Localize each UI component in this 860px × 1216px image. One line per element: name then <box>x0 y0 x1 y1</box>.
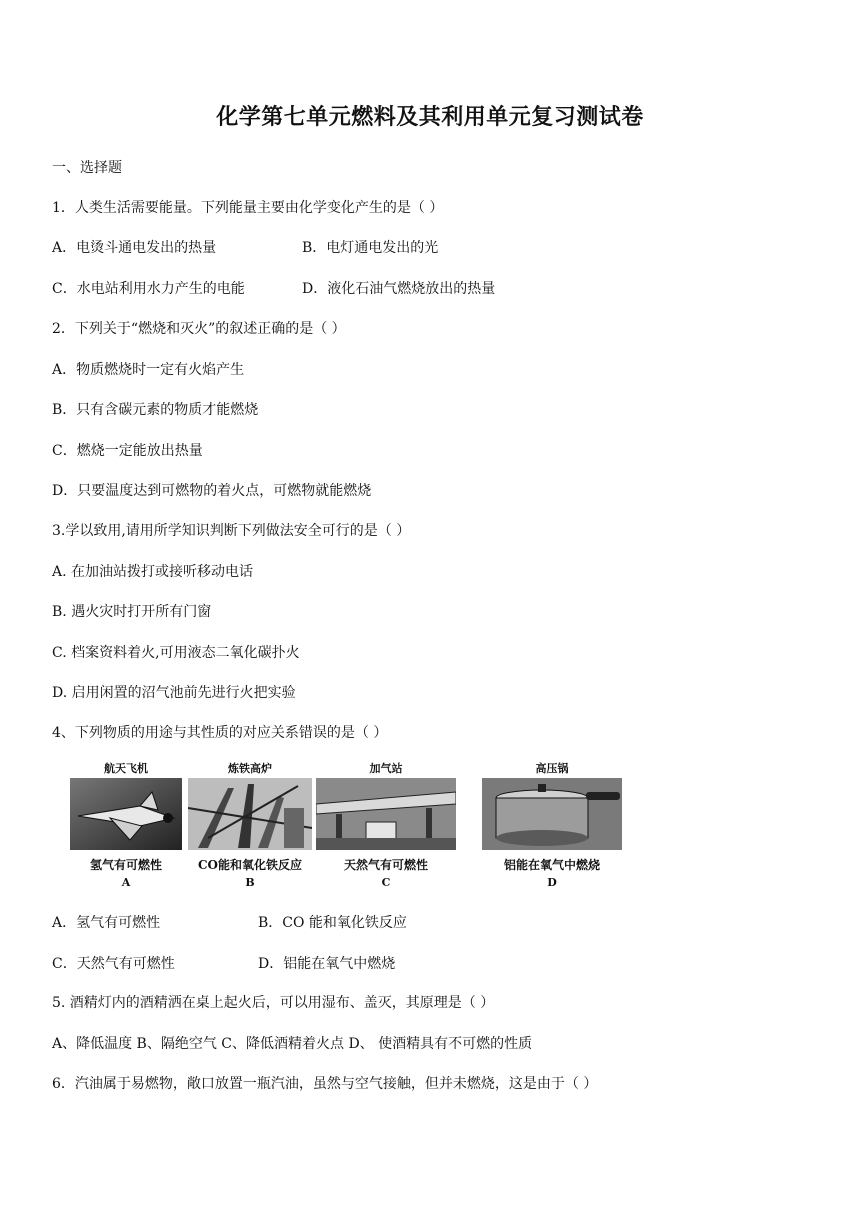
figure-panel-b-caption: CO能和氧化铁反应 <box>197 858 302 872</box>
space-shuttle-photo <box>70 778 182 850</box>
section-heading: 一、选择题 <box>52 160 122 176</box>
question-2-option-c: C．燃烧一定能放出热量 <box>52 443 203 459</box>
question-4-figure <box>70 760 630 895</box>
figure-panel-d-letter: D <box>547 876 557 889</box>
pressure-cooker-photo <box>482 778 622 850</box>
figure-panel-b-title: 炼铁高炉 <box>228 762 272 775</box>
question-4-option-a: A．氢气有可燃性 <box>52 915 161 931</box>
question-2-stem: 2．下列关于“燃烧和灭火”的叙述正确的是（ ） <box>52 321 346 337</box>
question-1-option-a: A．电烫斗通电发出的热量 <box>52 240 217 256</box>
question-6-stem: 6．汽油属于易燃物，敞口放置一瓶汽油，虽然与空气接触，但并未燃烧，这是由于（ ） <box>52 1076 598 1092</box>
question-4-option-c: C．天然气有可燃性 <box>52 956 175 972</box>
question-3-option-d: D. 启用闲置的沼气池前先进行火把实验 <box>52 685 296 701</box>
question-3-option-b: B. 遇火灾时打开所有门窗 <box>52 604 212 620</box>
question-4-stem: 4、下列物质的用途与其性质的对应关系错误的是（ ） <box>52 725 388 741</box>
figure-panel-c-caption: 天然气有可燃性 <box>343 858 428 872</box>
gas-station-photo <box>316 778 456 850</box>
figure-panel-a-letter: A <box>121 876 131 889</box>
figure-panel-d-title: 高压锅 <box>535 762 569 775</box>
figure-panel-d-caption: 铝能在氧气中燃烧 <box>503 858 600 872</box>
question-4-option-b: B．CO 能和氧化铁反应 <box>258 915 407 931</box>
figure-panel-b-letter: B <box>245 876 255 889</box>
question-1-option-c: C．水电站利用水力产生的电能 <box>52 281 245 297</box>
question-5-options: A、降低温度 B、隔绝空气 C、降低酒精着火点 D、 使酒精具有不可燃的性质 <box>52 1036 533 1052</box>
page-title: 化学第七单元燃料及其利用单元复习测试卷 <box>216 105 644 130</box>
question-4-option-d: D．铝能在氧气中燃烧 <box>258 956 396 972</box>
question-1-option-d: D．液化石油气燃烧放出的热量 <box>302 281 496 297</box>
question-2-option-b: B．只有含碳元素的物质才能燃烧 <box>52 402 259 418</box>
figure-panel-a-title: 航天飞机 <box>104 762 148 775</box>
question-1-stem: 1．人类生活需要能量。下列能量主要由化学变化产生的是（ ） <box>52 200 444 216</box>
figure-panel-c-title: 加气站 <box>369 762 403 775</box>
figure-panel-c-letter: C <box>381 876 391 889</box>
question-5-stem: 5. 酒精灯内的酒精洒在桌上起火后，可以用湿布、盖灭，其原理是（ ） <box>52 995 495 1011</box>
figure-panel-a-caption: 氢气有可燃性 <box>89 858 162 872</box>
question-3-option-a: A. 在加油站拨打或接听移动电话 <box>52 564 254 580</box>
question-2-option-a: A．物质燃烧时一定有火焰产生 <box>52 362 245 378</box>
question-3-stem: 3.学以致用,请用所学知识判断下列做法安全可行的是（ ） <box>52 523 411 539</box>
blast-furnace-photo <box>188 778 312 850</box>
question-1-option-b: B．电灯通电发出的光 <box>302 240 439 256</box>
question-2-option-d: D．只要温度达到可燃物的着火点，可燃物就能燃烧 <box>52 483 372 499</box>
question-3-option-c: C. 档案资料着火,可用液态二氧化碳扑火 <box>52 645 300 661</box>
